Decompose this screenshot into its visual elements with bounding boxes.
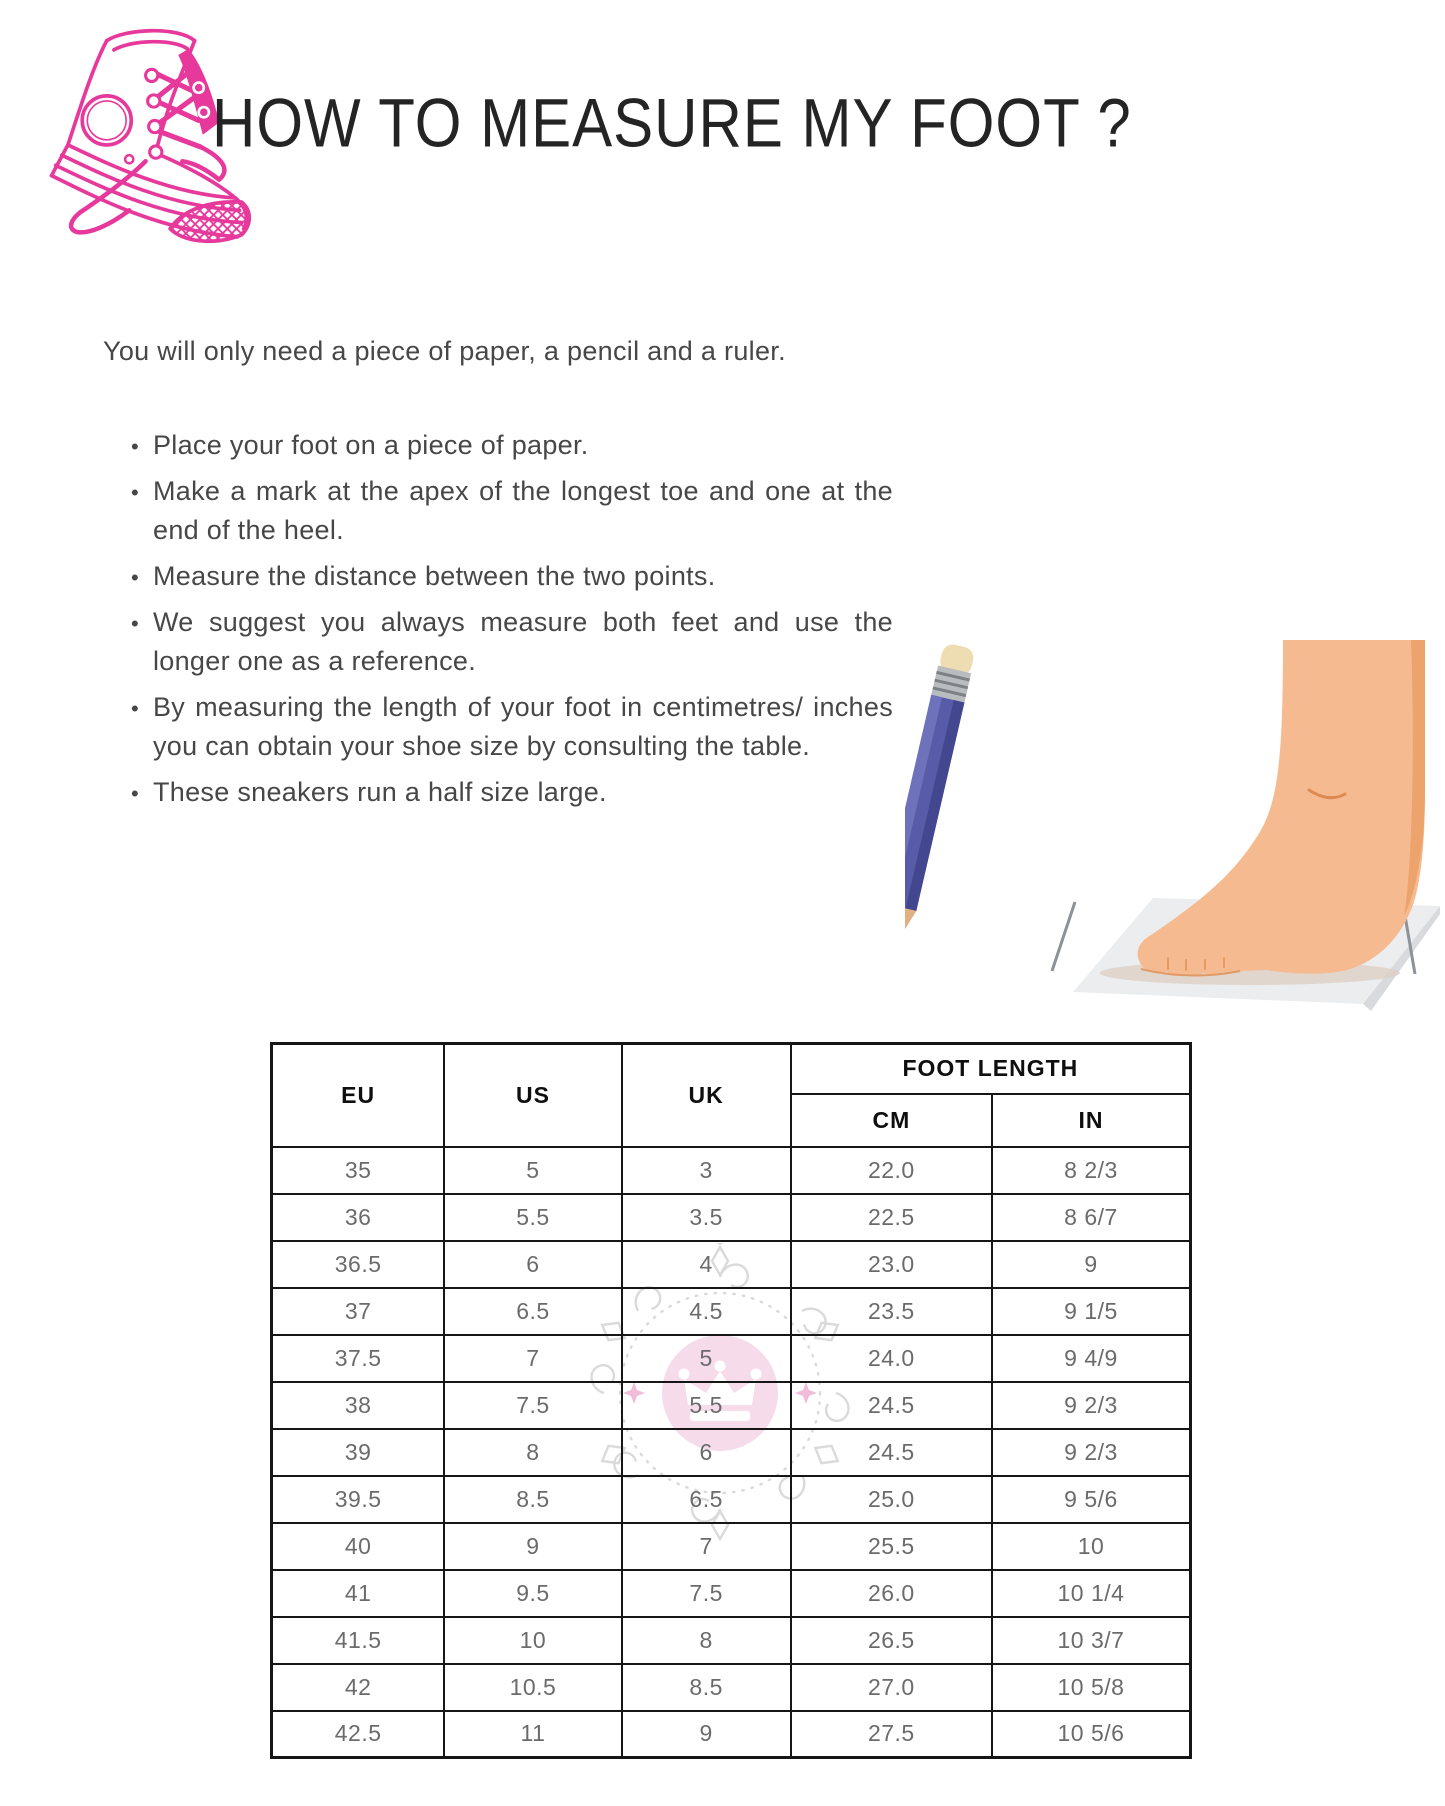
col-header-foot-length: FOOT LENGTH	[791, 1044, 1191, 1094]
table-cell: 8	[444, 1429, 621, 1476]
bullet-text: We suggest you always measure both feet and use the longer one as a reference.	[153, 607, 893, 676]
bullet-text: Make a mark at the apex of the longest toe and one at the end of the heel.	[153, 476, 893, 545]
pencil-icon	[905, 642, 977, 959]
table-cell: 23.0	[791, 1241, 992, 1288]
table-cell: 41.5	[272, 1617, 445, 1664]
table-cell: 42	[272, 1664, 445, 1711]
col-header-cm: CM	[791, 1094, 992, 1147]
table-cell: 7	[444, 1335, 621, 1382]
table-cell: 10 1/4	[992, 1570, 1191, 1617]
table-cell: 42.5	[272, 1711, 445, 1758]
table-cell: 37	[272, 1288, 445, 1335]
table-row	[272, 1382, 1191, 1429]
bullet-dot: •	[131, 565, 140, 590]
bullet-item	[131, 688, 893, 766]
table-cell: 10	[444, 1617, 621, 1664]
table-cell: 10.5	[444, 1664, 621, 1711]
size-table-body	[272, 1147, 1191, 1758]
table-cell: 37.5	[272, 1335, 445, 1382]
table-cell: 9 4/9	[992, 1335, 1191, 1382]
table-cell: 8 2/3	[992, 1147, 1191, 1194]
bullet-item	[131, 472, 893, 550]
toe-mark	[1052, 902, 1075, 971]
table-cell: 8.5	[444, 1476, 621, 1523]
bullet-item	[131, 773, 893, 812]
bullet-text: By measuring the length of your foot in centimetres/ inches you can obtain your shoe size by consulting the table.	[153, 692, 893, 761]
table-row	[272, 1429, 1191, 1476]
table-cell: 4.5	[622, 1288, 791, 1335]
bullet-item	[131, 603, 893, 681]
table-cell: 4	[622, 1241, 791, 1288]
table-cell: 9 1/5	[992, 1288, 1191, 1335]
table-cell: 8.5	[622, 1664, 791, 1711]
table-cell: 41	[272, 1570, 445, 1617]
table-row	[272, 1288, 1191, 1335]
bullet-dot: •	[131, 611, 140, 636]
bullet-text: Place your foot on a piece of paper.	[153, 430, 589, 460]
table-cell: 6	[622, 1429, 791, 1476]
table-cell: 8	[622, 1617, 791, 1664]
bullet-text: These sneakers run a half size large.	[153, 777, 607, 807]
table-row	[272, 1335, 1191, 1382]
table-cell: 9.5	[444, 1570, 621, 1617]
table-cell: 22.5	[791, 1194, 992, 1241]
table-cell: 35	[272, 1147, 445, 1194]
table-cell: 7.5	[622, 1570, 791, 1617]
table-cell: 5.5	[444, 1194, 621, 1241]
col-header-in: IN	[992, 1094, 1191, 1147]
table-cell: 39.5	[272, 1476, 445, 1523]
bullet-dot: •	[131, 781, 140, 806]
col-header-eu: EU	[272, 1044, 445, 1147]
table-cell: 9	[444, 1523, 621, 1570]
table-cell: 11	[444, 1711, 621, 1758]
col-header-us: US	[444, 1044, 621, 1147]
table-cell: 5	[622, 1335, 791, 1382]
table-row	[272, 1476, 1191, 1523]
table-cell: 26.0	[791, 1570, 992, 1617]
table-cell: 9 5/6	[992, 1476, 1191, 1523]
table-cell: 10 3/7	[992, 1617, 1191, 1664]
table-cell: 5	[444, 1147, 621, 1194]
table-cell: 9 2/3	[992, 1382, 1191, 1429]
foot	[1138, 640, 1425, 976]
table-cell: 36.5	[272, 1241, 445, 1288]
table-cell: 27.0	[791, 1664, 992, 1711]
table-cell: 8 6/7	[992, 1194, 1191, 1241]
table-cell: 6.5	[622, 1476, 791, 1523]
table-cell: 24.5	[791, 1382, 992, 1429]
table-cell: 25.5	[791, 1523, 992, 1570]
table-cell: 3	[622, 1147, 791, 1194]
table-cell: 9	[622, 1711, 791, 1758]
table-cell: 36	[272, 1194, 445, 1241]
table-cell: 25.0	[791, 1476, 992, 1523]
table-row	[272, 1664, 1191, 1711]
table-cell: 26.5	[791, 1617, 992, 1664]
table-row	[272, 1523, 1191, 1570]
table-cell: 9 2/3	[992, 1429, 1191, 1476]
table-cell: 39	[272, 1429, 445, 1476]
bullet-dot: •	[131, 696, 140, 721]
table-row	[272, 1570, 1191, 1617]
table-cell: 7	[622, 1523, 791, 1570]
table-cell: 7.5	[444, 1382, 621, 1429]
bullet-dot: •	[131, 480, 140, 505]
page-title: HOW TO MEASURE MY FOOT ?	[212, 85, 1132, 162]
table-cell: 6	[444, 1241, 621, 1288]
intro-text: You will only need a piece of paper, a pencil and a ruler.	[103, 336, 786, 366]
table-cell: 27.5	[791, 1711, 992, 1758]
table-row	[272, 1194, 1191, 1241]
table-cell: 38	[272, 1382, 445, 1429]
table-row	[272, 1711, 1191, 1758]
table-cell: 23.5	[791, 1288, 992, 1335]
col-header-uk: UK	[622, 1044, 791, 1147]
bullet-item	[131, 426, 893, 465]
table-cell: 10	[992, 1523, 1191, 1570]
bullet-item	[131, 557, 893, 596]
table-cell: 22.0	[791, 1147, 992, 1194]
instruction-list	[131, 426, 893, 819]
table-cell: 10 5/6	[992, 1711, 1191, 1758]
table-cell: 24.5	[791, 1429, 992, 1476]
bullet-dot: •	[131, 434, 140, 459]
table-row	[272, 1617, 1191, 1664]
table-cell: 3.5	[622, 1194, 791, 1241]
table-row	[272, 1241, 1191, 1288]
table-row	[272, 1147, 1191, 1194]
table-cell: 6.5	[444, 1288, 621, 1335]
bullet-text: Measure the distance between the two points.	[153, 561, 716, 591]
size-table	[270, 1042, 1192, 1759]
foot-measure-icon	[905, 640, 1440, 1020]
table-cell: 5.5	[622, 1382, 791, 1429]
table-cell: 40	[272, 1523, 445, 1570]
table-cell: 10 5/8	[992, 1664, 1191, 1711]
table-cell: 24.0	[791, 1335, 992, 1382]
table-cell: 9	[992, 1241, 1191, 1288]
